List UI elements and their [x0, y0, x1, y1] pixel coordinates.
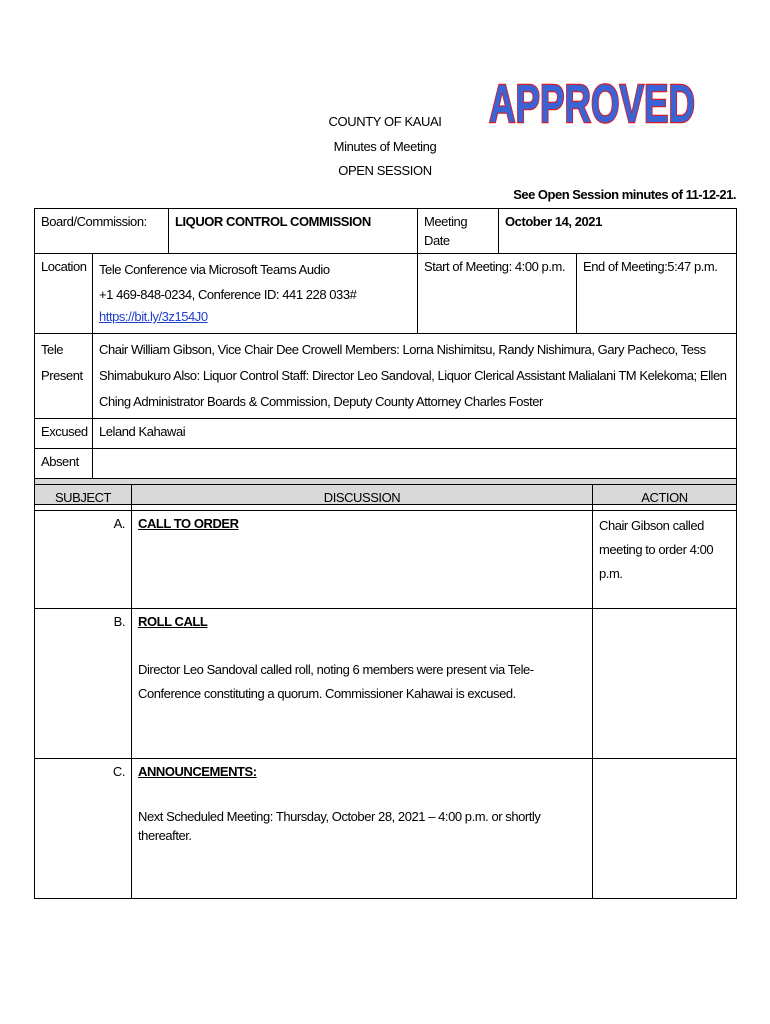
agenda-item-c [35, 759, 737, 899]
location-line-1: Tele Conference via Microsoft Teams Audio [99, 262, 330, 277]
item-title: CALL TO ORDER [138, 516, 239, 531]
minutes-table [34, 484, 737, 899]
subject-header: SUBJECT [35, 485, 132, 511]
board-label: Board/Commission: [35, 209, 169, 254]
item-action: Chair Gibson called meeting to order 4:00 p.m. [593, 511, 737, 609]
item-action [593, 609, 737, 759]
present-label [35, 334, 93, 419]
board-value: LIQUOR CONTROL COMMISSION [169, 209, 418, 254]
end-of-meeting: End of Meeting:5:47 p.m. [577, 254, 737, 334]
start-of-meeting: Start of Meeting: 4:00 p.m. [418, 254, 577, 334]
location-value [93, 254, 418, 334]
item-action [593, 759, 737, 899]
excused-value: Leland Kahawai [93, 419, 737, 449]
session-title: OPEN SESSION [338, 163, 432, 178]
item-body: Director Leo Sandoval called roll, noting 6 members were present via Tele-Conference constituting a quorum. Commissioner Kahawai is excused. [138, 662, 534, 701]
present-value: Chair William Gibson, Vice Chair Dee Crowell Members: Lorna Nishimitsu, Randy Nishimura, Gary Pacheco, Tess Shimabukuro Also: Liquor Control Staff: Director Leo Sandoval, Liquor Clerical Assistant Malialani TM Kelekoma; Ellen Ching Administrator Boards & Commission, Deputy County Attorney Charles Foster [93, 334, 737, 419]
item-discussion [132, 511, 593, 609]
item-title: ANNOUNCEMENTS: [138, 764, 257, 779]
excused-label: Excused [35, 419, 93, 449]
teams-link[interactable]: https://bit.ly/3z154J0 [99, 309, 208, 324]
meeting-date-label: Meeting Date [418, 209, 499, 254]
absent-label: Absent [35, 449, 93, 479]
agenda-item-a [35, 511, 737, 609]
meeting-info-table [34, 208, 737, 505]
item-title: ROLL CALL [138, 614, 208, 629]
see-minutes-note: See Open Session minutes of 11-12-21. [513, 187, 736, 202]
item-letter: B. [35, 609, 132, 759]
item-body: Next Scheduled Meeting: Thursday, October 28, 2021 – 4:00 p.m. or shortly thereafter. [138, 809, 541, 843]
approved-stamp [484, 72, 700, 132]
present-label-line-2: Present [41, 368, 83, 383]
minutes-title: Minutes of Meeting [333, 139, 437, 154]
discussion-header: DISCUSSION [132, 485, 593, 511]
item-letter: C. [35, 759, 132, 899]
county-title: COUNTY OF KAUAI [328, 114, 442, 129]
location-label: Location [35, 254, 93, 334]
item-discussion [132, 609, 593, 759]
item-letter: A. [35, 511, 132, 609]
agenda-item-b [35, 609, 737, 759]
action-header: ACTION [593, 485, 737, 511]
approved-stamp-text: APPROVED [489, 74, 695, 134]
absent-value [93, 449, 737, 479]
present-label-line-1: Tele [41, 342, 64, 357]
meeting-date-value: October 14, 2021 [499, 209, 737, 254]
item-discussion [132, 759, 593, 899]
location-line-2: +1 469-848-0234, Conference ID: 441 228 033# [99, 287, 357, 302]
